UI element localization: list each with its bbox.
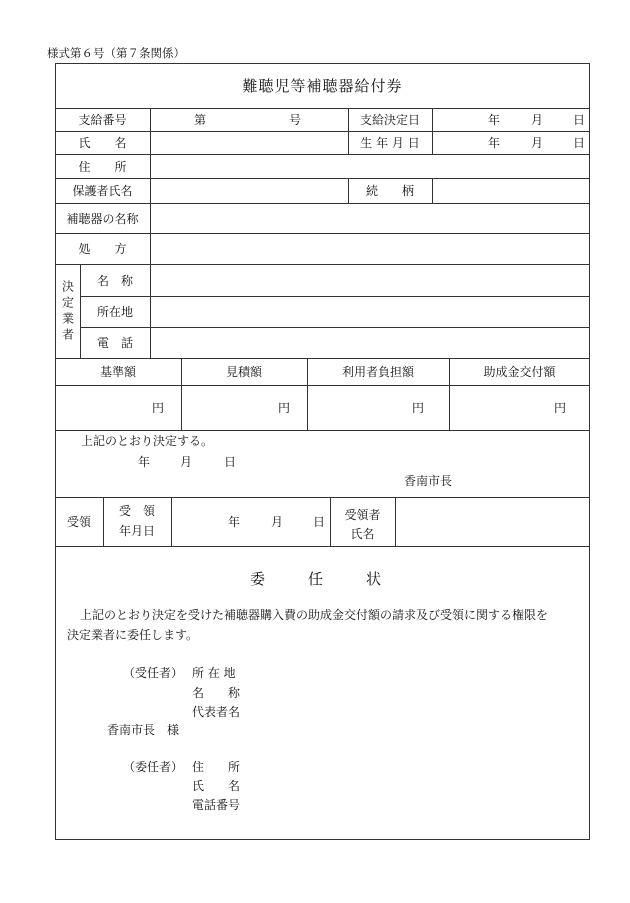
receipt-label: 受領 [66, 515, 91, 529]
mayor-title: 香南市長 [404, 474, 453, 488]
birth-date-year: 年 [487, 136, 500, 150]
decision-statement: 上記のとおり決定する。 [81, 434, 214, 448]
vendor-name-label: 名 称 [96, 273, 133, 288]
user-share-amount-header: 利用者負担額 [341, 365, 414, 379]
delegator-label: （委任者） [123, 760, 184, 774]
address-label: 住 所 [78, 159, 127, 174]
column-divider [171, 497, 172, 546]
standard-amount-unit: 円 [151, 401, 164, 415]
decision-date-year: 年 [487, 113, 500, 127]
row-divider [55, 430, 590, 431]
column-divider [150, 108, 151, 264]
decision-date-day-mark: 日 [224, 455, 237, 469]
decision-date-day: 日 [572, 113, 585, 127]
receipt-date-label-line1: 受 領 [118, 504, 155, 518]
receipt-date-year: 年 [227, 515, 240, 529]
vendor-phone-label: 電 話 [96, 336, 133, 350]
receiver-label-line1: 受領者 [344, 508, 381, 522]
decision-date-label: 支給決定日 [359, 113, 420, 127]
delegator-phone-label: 電話番号 [192, 798, 241, 812]
proxy-title: 委 任 状 [249, 569, 395, 588]
receipt-date-day: 日 [312, 515, 325, 529]
receiver-label-line2: 氏名 [350, 527, 375, 541]
vendor-group-label: 決定業者 [60, 279, 75, 344]
receipt-date-label-line2: 年月日 [118, 524, 155, 538]
relation-label: 続 柄 [365, 184, 414, 198]
form-title: 難聴児等補聴器給付券 [242, 77, 403, 95]
delegator-address-label: 住 所 [192, 760, 241, 774]
support-number-label: 支給番号 [78, 113, 127, 127]
name-label: 氏 名 [78, 136, 127, 150]
addressee: 香南市長 様 [107, 723, 180, 737]
decision-date-month-mark: 月 [180, 455, 193, 469]
delegate-location-label: 所 在 地 [192, 666, 236, 680]
decision-date-month: 月 [530, 113, 543, 127]
support-number-prefix: 第 [193, 113, 206, 127]
proxy-paragraph-line2: 決定業者に委任します。 [67, 628, 199, 642]
delegator-name-label: 氏 名 [192, 779, 241, 793]
row-divider [80, 327, 590, 328]
subsidy-amount-header: 助成金交付額 [483, 365, 556, 379]
user-share-amount-unit: 円 [411, 401, 424, 415]
column-divider [395, 497, 396, 546]
delegate-representative-label: 代表者名 [192, 705, 241, 719]
proxy-paragraph-line1: 上記のとおり決定を受けた補聴器購入費の助成金交付額の請求及び受領に関する権限を [80, 608, 549, 622]
column-divider [432, 178, 433, 203]
birth-date-label: 生 年 月 日 [360, 136, 420, 150]
form-number-label: 様式第６号（第７条関係） [47, 46, 185, 60]
delegate-label: （受任者） [123, 666, 184, 680]
estimate-amount-header: 見積額 [225, 365, 262, 379]
subsidy-amount-unit: 円 [553, 401, 566, 415]
vendor-location-label: 所在地 [96, 305, 133, 319]
receipt-date-month: 月 [270, 515, 283, 529]
estimate-amount-unit: 円 [277, 401, 290, 415]
guardian-name-label: 保護者氏名 [72, 184, 133, 198]
prescription-label: 処 方 [78, 242, 127, 256]
decision-date-year-mark: 年 [138, 455, 151, 469]
standard-amount-header: 基準額 [99, 365, 136, 379]
row-divider [55, 546, 590, 547]
delegate-name-label: 名 称 [192, 686, 241, 700]
hearing-aid-name-label: 補聴器の名称 [66, 211, 139, 226]
column-divider [150, 264, 151, 358]
row-divider [80, 296, 590, 297]
support-number-suffix: 号 [288, 113, 301, 127]
birth-date-month: 月 [530, 136, 543, 150]
birth-date-day: 日 [572, 136, 585, 150]
column-divider [432, 108, 433, 154]
proxy-paragraph [67, 605, 582, 645]
